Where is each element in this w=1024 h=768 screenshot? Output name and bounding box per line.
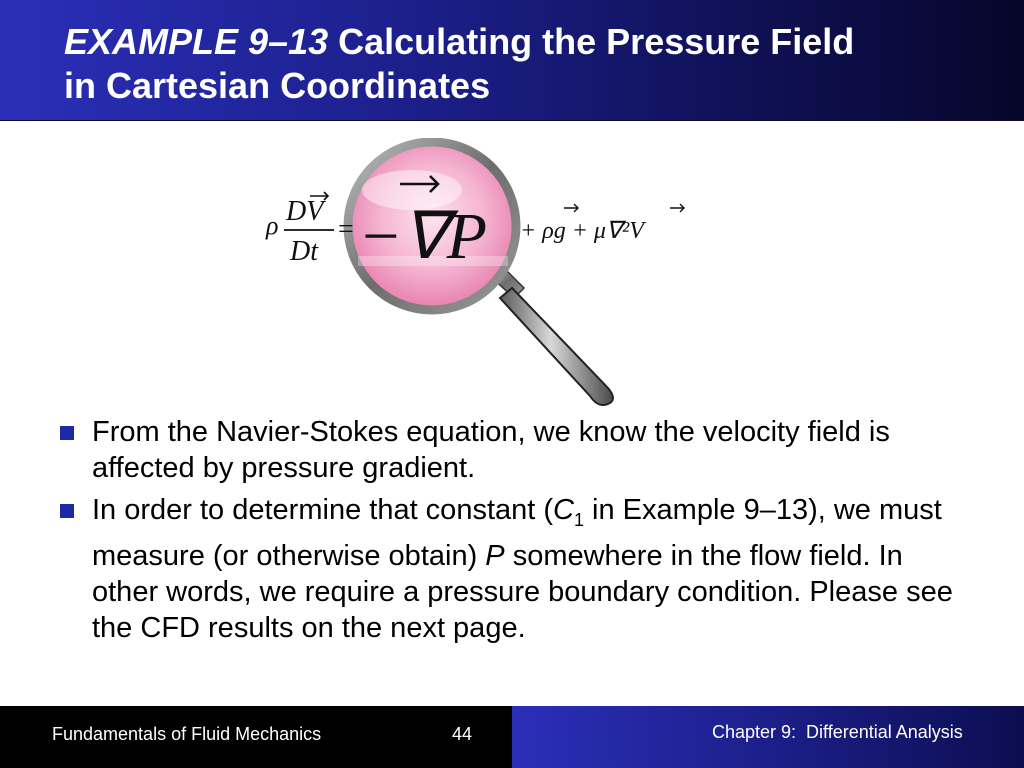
- footer-chapter-title: Chapter 9: Differential Analysis: [712, 722, 963, 742]
- footer-page-number: 44: [452, 724, 473, 744]
- bullet-item: [56, 492, 956, 646]
- bullet-list: [56, 414, 956, 652]
- pressure-symbol: P: [485, 539, 505, 572]
- bullet-text-part: In order to determine that constant (: [92, 494, 554, 526]
- magnifier-handle: [490, 266, 613, 405]
- bullet-square-icon: [60, 504, 74, 518]
- equation-pressure-gradient: −∇P: [358, 200, 488, 273]
- equation-rhs: + ρg + μ∇²V: [520, 218, 644, 244]
- equation-numerator: DV: [286, 196, 324, 227]
- constant-subscript: 1: [573, 509, 584, 530]
- bullet-item: [56, 414, 956, 486]
- equation-denominator: Dt: [290, 236, 318, 267]
- slide-header: [0, 0, 1024, 121]
- bullet-text-part: somewhere in the flow field. In other words, we require a pressure boundary condition. Please see the CFD results on the next page.: [92, 539, 953, 644]
- equation-equals: =: [338, 214, 354, 245]
- title-line-2: in Cartesian Coordinates: [64, 65, 491, 106]
- bullet-text-part: in Example 9–13), we must measure (or otherwise obtain): [92, 494, 942, 572]
- equation-rho: ρ: [266, 211, 279, 240]
- constant-symbol: C: [553, 494, 574, 526]
- slide-title: [64, 20, 984, 108]
- bullet-square-icon: [60, 426, 74, 440]
- title-text: Calculating the Pressure Field: [338, 21, 855, 62]
- magnified-equation-figure: [262, 138, 702, 410]
- bullet-text: From the Navier-Stokes equation, we know the velocity field is affected by pressure gradient.: [92, 416, 890, 484]
- footer-book-title: Fundamentals of Fluid Mechanics: [52, 724, 322, 744]
- example-label: EXAMPLE 9–13: [64, 21, 329, 62]
